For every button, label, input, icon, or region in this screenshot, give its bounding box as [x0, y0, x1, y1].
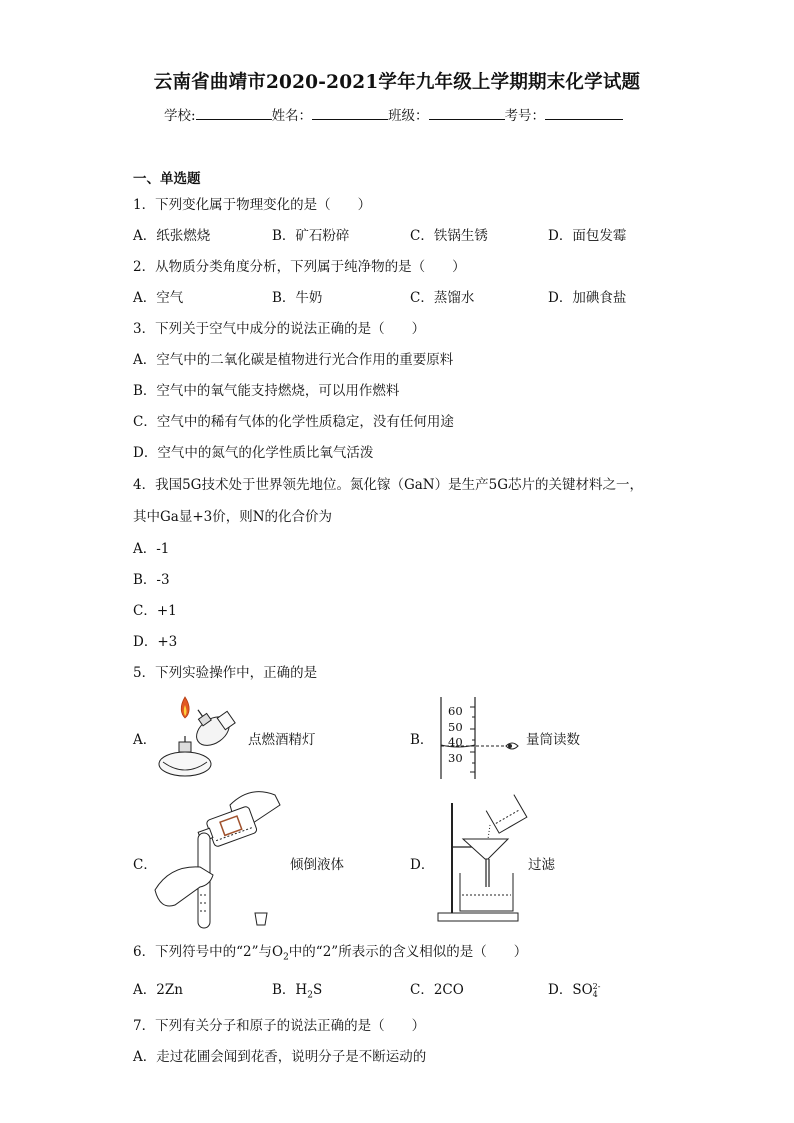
cylinder-tick-50: 50: [448, 719, 463, 734]
q5-option-a-letter: A．: [133, 732, 157, 748]
q6-stem-subscript: 2: [283, 952, 289, 963]
school-label: 学校:: [164, 108, 196, 124]
q5-option-b-letter: B．: [410, 732, 434, 748]
question-2-stem: 2．从物质分类角度分析，下列属于纯净物的是（ ）: [133, 259, 466, 275]
alcohol-lamp-illustration: [155, 692, 245, 782]
question-4-stem-line2: 其中Ga显+3价，则N的化合价为: [133, 509, 333, 525]
name-label: 姓名：: [271, 108, 313, 124]
question-6-stem: [133, 940, 527, 963]
q5-option-c-caption: 倾倒液体: [290, 857, 344, 873]
q1-option-a: A．纸张燃烧: [133, 228, 211, 244]
q3-option-d: D．空气中的氮气的化学性质比氧气活泼: [133, 445, 374, 461]
q4-option-a: A．-1: [133, 541, 170, 557]
section-heading: 一、单选题: [133, 171, 201, 187]
exam-no-blank[interactable]: [545, 107, 623, 120]
q5-option-d-caption: 过滤: [528, 857, 555, 873]
school-blank[interactable]: [196, 107, 272, 120]
q5-option-d-letter: D．: [410, 857, 435, 873]
q6-option-d-main: D．SO: [548, 982, 593, 998]
q6-stem-part2: 中的“2”所表示的含义相似的是（ ）: [288, 944, 528, 960]
q6-option-c: C．2CO: [410, 982, 464, 998]
q5-option-c-letter: C．: [133, 857, 157, 873]
q4-option-b: B．-3: [133, 572, 170, 588]
q6-option-b-main: B．H: [272, 982, 308, 998]
q6-option-b-tail: S: [312, 982, 323, 998]
q2-option-c: C．蒸馏水: [410, 290, 475, 306]
page-title: 云南省曲靖市2020-2021学年九年级上学期期末化学试题: [153, 72, 641, 93]
q6-option-d: [548, 978, 600, 999]
q6-stem-part1: 6．下列符号中的“2”与O: [133, 944, 284, 960]
question-5-stem: 5．下列实验操作中，正确的是: [133, 665, 318, 681]
q2-option-d: D．加碘食盐: [548, 290, 627, 306]
q1-option-b: B．矿石粉碎: [272, 228, 350, 244]
filtration-illustration: [438, 795, 533, 925]
pouring-liquid-illustration: [155, 785, 285, 935]
cylinder-scale: [448, 701, 463, 769]
cylinder-tick-30: 30: [448, 750, 463, 765]
question-1-stem: 1．下列变化属于物理变化的是（ ）: [133, 197, 372, 213]
q4-option-d: D．+3: [133, 634, 178, 650]
q6-option-b-subscript: 2: [307, 990, 313, 1001]
q5-option-b-caption: 量筒读数: [526, 732, 580, 748]
q1-option-d: D．面包发霉: [548, 228, 627, 244]
q3-option-b: B．空气中的氧气能支持燃烧，可以用作燃料: [133, 383, 400, 399]
q7-option-a: A．走过花圃会闻到花香，说明分子是不断运动的: [133, 1049, 427, 1065]
q5-option-a-caption: 点燃酒精灯: [248, 732, 316, 748]
exam-no-label: 考号：: [504, 108, 546, 124]
q6-option-d-charge: 2-: [592, 981, 601, 991]
cylinder-tick-40: 40: [448, 735, 463, 749]
question-3-stem: 3．下列关于空气中成分的说法正确的是（ ）: [133, 321, 426, 337]
student-info-line: [164, 104, 623, 124]
q4-option-c: C．+1: [133, 603, 177, 619]
cylinder-tick-60: 60: [448, 704, 463, 718]
class-blank[interactable]: [429, 107, 505, 120]
question-4-stem-line1: 4．我国5G技术处于世界领先地位。氮化镓（GaN）是生产5G芯片的关键材料之一，: [133, 477, 643, 493]
q2-option-a: A．空气: [133, 290, 184, 306]
question-7-stem: 7．下列有关分子和原子的说法正确的是（ ）: [133, 1018, 426, 1034]
name-blank[interactable]: [312, 107, 388, 120]
q2-option-b: B．牛奶: [272, 290, 323, 306]
q6-option-d-subscript: 4: [592, 989, 598, 999]
q1-option-c: C．铁锅生锈: [410, 228, 488, 244]
q6-option-d-charge-group: [593, 983, 601, 999]
q6-option-a: A．2Zn: [133, 982, 183, 998]
q6-option-b: [272, 978, 322, 1001]
q3-option-c: C．空气中的稀有气体的化学性质稳定，没有任何用途: [133, 414, 454, 430]
class-label: 班级：: [388, 108, 429, 124]
q3-option-a: A．空气中的二氧化碳是植物进行光合作用的重要原料: [133, 352, 454, 368]
